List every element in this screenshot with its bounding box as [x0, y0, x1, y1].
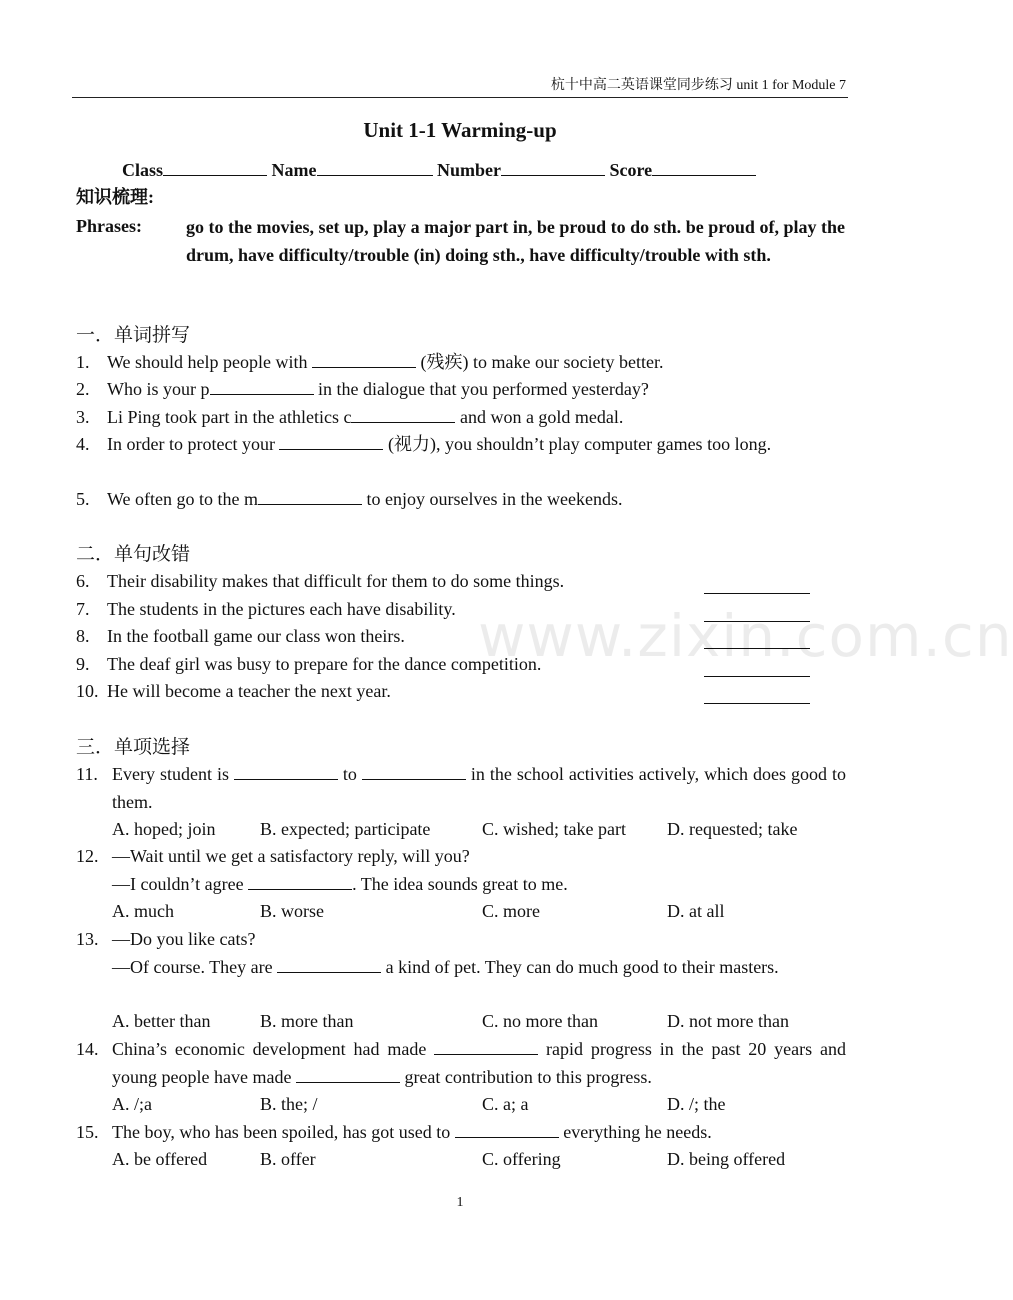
student-info-line — [122, 158, 756, 182]
option-c[interactable]: C. a; a — [482, 1094, 529, 1114]
option-d[interactable]: D. being offered — [667, 1149, 786, 1169]
section-3-title: 三．单项选择 — [76, 736, 191, 758]
section-1-title: 一．单词拼写 — [76, 324, 191, 346]
page-header: 杭十中高二英语课堂同步练习 unit 1 for Module 7 — [550, 78, 846, 93]
answer-blank[interactable] — [296, 1066, 400, 1083]
correction-blank[interactable] — [704, 676, 810, 677]
option-c[interactable]: C. offering — [482, 1149, 561, 1169]
question-text: We often go to the m — [107, 489, 259, 509]
class-blank[interactable] — [163, 161, 267, 176]
question-text: Every student is — [112, 764, 234, 784]
question-text: . The idea sounds great to me. — [352, 873, 568, 894]
options-15 — [112, 1146, 846, 1173]
question-text: to — [337, 764, 362, 784]
question-text: In order to protect your — [107, 434, 280, 454]
option-a[interactable]: A. /;a — [112, 1094, 152, 1114]
option-c[interactable]: C. no more than — [482, 1011, 598, 1031]
question-text: China’s economic development had made — [112, 1039, 435, 1059]
options-11 — [112, 816, 846, 843]
answer-blank[interactable] — [312, 351, 416, 368]
number-blank[interactable] — [501, 161, 605, 176]
option-b[interactable]: B. offer — [260, 1149, 316, 1169]
correction-blank[interactable] — [704, 703, 810, 704]
answer-blank[interactable] — [234, 763, 338, 780]
options-12 — [112, 898, 846, 925]
question-number: 15. — [76, 1122, 99, 1142]
question-text: to enjoy ourselves in the weekends. — [362, 489, 623, 509]
option-a[interactable]: A. be offered — [112, 1149, 208, 1169]
question-number: 2. — [76, 379, 90, 399]
class-label: Class — [122, 160, 164, 180]
answer-blank[interactable] — [258, 488, 362, 505]
question-text: in the dialogue that you performed yesterday? — [313, 379, 649, 399]
question-text: great contribution to this progress. — [399, 1066, 652, 1087]
option-c[interactable]: C. more — [482, 901, 540, 921]
question-number: 8. — [76, 626, 90, 646]
option-d[interactable]: D. not more than — [667, 1011, 789, 1031]
phrases-label: Phrases: — [76, 216, 142, 236]
question-text: Li Ping took part in the athletics c — [107, 407, 352, 427]
option-c[interactable]: C. wished; take part — [482, 819, 626, 839]
option-a[interactable]: A. much — [112, 901, 174, 921]
question-number: 4. — [76, 434, 90, 454]
option-b[interactable]: B. expected; participate — [260, 819, 431, 839]
question-number: 1. — [76, 352, 90, 372]
watermark: www.zixin.com.cn — [478, 602, 1013, 670]
question-text: (残疾) to make our society better. — [416, 352, 664, 372]
score-blank[interactable] — [652, 161, 756, 176]
answer-blank[interactable] — [277, 956, 381, 973]
answer-blank[interactable] — [279, 433, 383, 450]
knowledge-heading: 知识梳理: — [76, 187, 154, 207]
question-text: We should help people with — [107, 352, 313, 372]
answer-blank[interactable] — [351, 406, 455, 423]
score-label: Score — [609, 160, 653, 180]
question-text: The deaf girl was busy to prepare for the dance competition. — [107, 654, 542, 674]
question-text: (视力), you shouldn’t play computer games too long. — [383, 434, 772, 454]
correction-blank[interactable] — [704, 593, 810, 594]
question-text: rapid progress in the past 20 years and young people have made — [112, 1039, 846, 1087]
question-number: 9. — [76, 654, 90, 674]
question-text: The boy, who has been spoiled, has got used to — [112, 1122, 455, 1142]
question-number: 10. — [76, 681, 99, 701]
question-number: 6. — [76, 571, 90, 591]
header-rule — [72, 97, 848, 98]
question-text: a kind of pet. They can do much good to their masters. — [381, 956, 779, 977]
question-text: in the school activities actively, which does good to them. — [112, 764, 846, 812]
question-number: 14. — [76, 1039, 99, 1059]
question-number: 11. — [76, 764, 98, 784]
answer-blank[interactable] — [210, 378, 314, 395]
question-number: 13. — [76, 929, 99, 949]
question-text: In the football game our class won theirs. — [107, 626, 405, 646]
page-number: 1 — [456, 1195, 464, 1210]
question-text: —Of course. They are — [112, 956, 278, 977]
question-text: —Do you like cats? — [112, 929, 256, 949]
answer-blank[interactable] — [248, 873, 352, 890]
question-number: 7. — [76, 599, 90, 619]
option-d[interactable]: D. requested; take — [667, 819, 798, 839]
name-label: Name — [271, 160, 317, 180]
answer-blank[interactable] — [434, 1038, 538, 1055]
option-d[interactable]: D. at all — [667, 901, 725, 921]
question-text: everything he needs. — [558, 1122, 712, 1142]
option-a[interactable]: A. hoped; join — [112, 819, 216, 839]
question-number: 5. — [76, 489, 90, 509]
question-text: —Wait until we get a satisfactory reply, will you? — [112, 846, 470, 866]
answer-blank[interactable] — [455, 1121, 559, 1138]
number-label: Number — [437, 160, 501, 180]
options-14 — [112, 1091, 846, 1118]
question-text: Who is your p — [107, 379, 210, 399]
page-title: Unit 1-1 Warming-up — [363, 118, 557, 142]
phrases-text: go to the movies, set up, play a major part in, be proud to do sth. be proud of, play the drum, have difficulty/trouble (in) doing sth., have difficulty/trouble with sth. — [186, 217, 845, 265]
question-text: —I couldn’t agree — [112, 873, 249, 894]
option-d[interactable]: D. /; the — [667, 1094, 726, 1114]
option-b[interactable]: B. the; / — [260, 1094, 318, 1114]
option-a[interactable]: A. better than — [112, 1011, 211, 1031]
question-number: 12. — [76, 846, 99, 866]
section-2-title: 二．单句改错 — [76, 543, 191, 565]
options-13 — [112, 1008, 846, 1035]
question-text: Their disability makes that difficult for them to do some things. — [107, 571, 565, 591]
option-b[interactable]: B. worse — [260, 901, 324, 921]
question-text: The students in the pictures each have disability. — [107, 599, 456, 619]
question-number: 3. — [76, 407, 90, 427]
option-b[interactable]: B. more than — [260, 1011, 354, 1031]
question-text: and won a gold medal. — [455, 407, 624, 427]
answer-blank[interactable] — [362, 763, 466, 780]
question-text: He will become a teacher the next year. — [107, 681, 391, 701]
name-blank[interactable] — [317, 161, 433, 176]
